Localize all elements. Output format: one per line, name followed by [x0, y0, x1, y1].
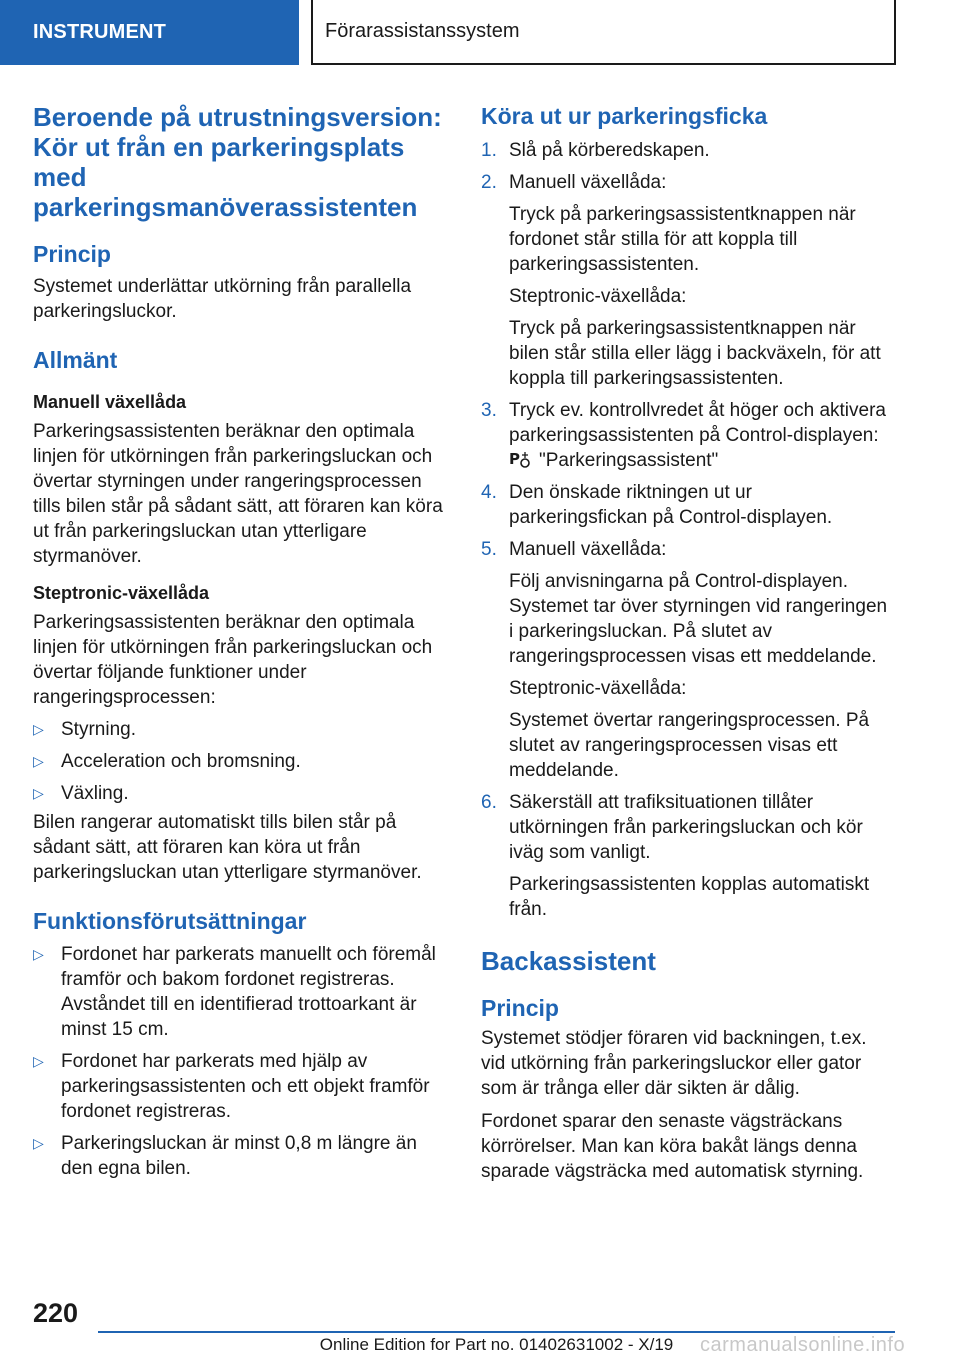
right-column [481, 102, 893, 1184]
kora-ut-steps [481, 138, 893, 922]
left-column [33, 102, 445, 1181]
list-item: ▷ Parkeringsluckan är minst 0,8 m längre än den egna bilen. [33, 1133, 417, 1179]
steptronic-after-text: Bilen rangerar automatiskt tills bilen står på sådant sätt, att föraren kan köra ut från parkeringsluckan utan ytterligare styrmanöver. [33, 812, 422, 883]
step-number: 4. [481, 482, 497, 503]
list-item: ▷ Fordonet har parkerats med hjälp av parkeringsassistenten och ett objekt framför fordonet registreras. [33, 1051, 430, 1122]
step-number: 1. [481, 140, 497, 161]
parking-assistant-icon [509, 449, 531, 469]
menu-item-line: P "Parkeringsassistent" [509, 450, 719, 471]
footer-divider [98, 1331, 895, 1333]
steptronic-list [33, 717, 445, 806]
triangle-bullet-icon: ▷ [33, 946, 44, 962]
triangle-bullet-icon: ▷ [33, 753, 44, 769]
page-number: 220 [33, 1298, 79, 1328]
footer-edition: Online Edition for Part no. 01402631002 - X/19 [319, 1335, 674, 1354]
allmant-heading: Allmänt [33, 347, 118, 373]
step-number: 2. [481, 172, 497, 193]
header-section-label: INSTRUMENT [33, 21, 167, 43]
princip-text: Systemet underlättar utkörning från parallella parkeringsluckor. [33, 276, 412, 322]
steptronic-heading: Steptronic-växellåda [33, 583, 210, 603]
triangle-bullet-icon: ▷ [33, 721, 44, 737]
manuell-heading: Manuell växellåda [33, 392, 187, 412]
funktionsforutsattningar-list [33, 942, 445, 1181]
header-chapter-label: Förarassistanssystem [325, 20, 520, 42]
triangle-bullet-icon: ▷ [33, 1053, 44, 1069]
princip-heading: Princip [33, 241, 111, 267]
step-item: 4. Den önskade riktningen ut ur parkeringsfickan på Control-displayen. [481, 482, 833, 528]
step-number: 6. [481, 792, 497, 813]
back-princip-text-1: Systemet stödjer föraren vid backningen, t.ex. vid utkörning från parkeringsluckor eller gator som är trånga eller där sikten är dålig. [481, 1028, 867, 1099]
funktionsforutsattningar-heading: Funktionsförutsättningar [33, 908, 307, 934]
manuell-text: Parkeringsassistenten beräknar den optimala linjen för utkörningen från parkeringsluckan och övertar styrningen under rangeringsprocessen tills bilen står på sådant sätt, att föraren kan köra ut från parkeringsluckan utan ytterligare styrmanöver. [33, 421, 443, 567]
list-item: ▷ Styrning. [33, 719, 136, 740]
watermark-text: carmanualsonline.info [700, 1334, 906, 1356]
step-item: 6. Säkerställ att trafiksituationen tillåter utkörningen från parkeringsluckan och kör iväg som vanligt. Parkeringsassistenten kopplas automatiskt från. [481, 792, 870, 920]
backassistent-heading: Backassistent [481, 946, 656, 976]
step-item: 5. Manuell växellåda: Följ anvisningarna på Control-displayen. Systemet tar över styrningen vid rangeringen i parkeringsluckan. På slutet av rangeringsprocessen visas ett meddelande. Steptronic-växellåda: Systemet övertar rangeringsprocessen. På slutet av rangeringsprocessen visas ett meddelande. [481, 539, 888, 781]
back-princip-text-2: Fordonet sparar den senaste vägsträckans körrörelser. Man kan köra bakåt längs denna sparade vägsträcka med automatisk styrning. [481, 1111, 864, 1182]
step-number: 3. [481, 400, 497, 421]
step-item: 2. Manuell växellåda: Tryck på parkeringsassistentknappen när fordonet står stilla för att koppla till parkeringsassistenten. Steptronic-växellåda: Tryck på parkeringsassistentknappen när bilen står stilla eller lägg i backväxeln, för att koppla till parkeringsassistenten. [481, 172, 881, 389]
back-princip-heading: Princip [481, 995, 559, 1021]
list-item: ▷ Fordonet har parkerats manuellt och föremål framför och bakom fordonet registreras. Avståndet till en identifierad trottoarkant är minst 15 cm. [33, 944, 436, 1040]
step-item: 1. Slå på körberedskapen. [481, 140, 710, 161]
svg-text:P: P [509, 450, 520, 468]
triangle-bullet-icon: ▷ [33, 785, 44, 801]
list-item: ▷ Växling. [33, 783, 129, 804]
steptronic-text: Parkeringsassistenten beräknar den optimala linjen för utkörningen från parkeringsluckan och övertar följande funktioner under rangeringsprocessen: [33, 612, 433, 708]
header-chapter-box [311, 0, 896, 65]
triangle-bullet-icon: ▷ [33, 1135, 44, 1151]
kora-ut-heading: Köra ut ur parkeringsficka [481, 103, 768, 129]
step-item: 3. Tryck ev. kontrollvredet åt höger och aktivera parkeringsassistenten på Control-displayen: P "Parkeringsassistent" [481, 398, 893, 473]
section-title: Beroende på utrustningsversion: Kör ut från en parkeringsplats med parkeringsmanöverassistenten [33, 102, 442, 222]
list-item: ▷ Acceleration och bromsning. [33, 751, 301, 772]
header-section-tab [0, 0, 299, 65]
step-number: 5. [481, 539, 497, 560]
